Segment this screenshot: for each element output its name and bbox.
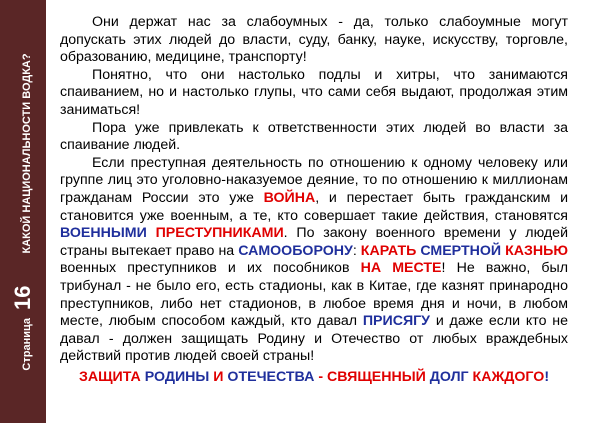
paragraph-4 <box>60 155 568 366</box>
footer-slogan <box>60 369 568 385</box>
text-run: , и перестает быть гражданским и становится уже военным, а те, кто совершает такие действия, становятся <box>60 189 568 224</box>
emphasis-self-defense: САМООБОРОНУ <box>238 242 353 259</box>
article-body <box>60 14 568 366</box>
text-run: Если преступная деятельность по отношению к одному человеку или группе лиц это уголовно-наказуемое деяние, то по отношению к миллионам гражданам России это уже <box>60 154 568 206</box>
slogan-word: СВЯЩЕННЫЙ <box>327 369 426 385</box>
slogan-word: ДОЛГ <box>429 369 469 385</box>
paragraph-3: Пора уже привлекать к ответственности этих людей во власти за спаивание людей. <box>60 119 568 154</box>
page-number: 16 <box>10 285 35 310</box>
slogan-word: РОДИНЫ <box>144 369 210 385</box>
text-run: : <box>352 242 361 259</box>
paragraph-2: Понятно, что они настолько подлы и хитры, что занимаются спаиванием, но и настолько глупы, что сами себя выдают, продолжая этим заниматься! <box>60 66 568 118</box>
emphasis-oath: ПРИСЯГУ <box>362 313 431 330</box>
sidebar <box>0 0 46 423</box>
emphasis-execution: КАЗНЬЮ <box>505 242 568 259</box>
emphasis-punish: КАРАТЬ <box>360 242 417 259</box>
slogan-word: ЗАЩИТА <box>78 369 141 385</box>
emphasis-military: ВОЕННЫМИ <box>60 225 147 242</box>
sidebar-text <box>10 53 36 370</box>
slogan-word: ОТЕЧЕСТВА <box>227 369 315 385</box>
text-run: . По закону военного времени у людей страны вытекает право на <box>60 225 568 259</box>
page-label: Страница <box>21 317 33 371</box>
document-title: КАКОЙ НАЦИОНАЛЬНОСТИ ВОДКА? <box>21 53 33 254</box>
paragraph-1: Они держат нас за слабоумных - да, только слабоумные могут допускать этих людей до власти, суду, банку, науке, искусству, торговле, образованию, медицине, транспорту! <box>60 14 568 66</box>
emphasis-criminals: ПРЕСТУПНИКАМИ <box>155 225 284 242</box>
text-run: военных преступников и их пособников <box>60 260 361 277</box>
slogan-word: ! <box>544 369 550 385</box>
emphasis-war: ВОЙНА <box>263 189 316 206</box>
slogan-word: И <box>213 369 224 385</box>
text-run: и даже если кто не давал - должен защищать Родину и Отечество от любых враждебных действий против людей своей страны! <box>60 313 568 365</box>
emphasis-on-the-spot: НА МЕСТЕ <box>360 260 442 277</box>
slogan-word: - <box>318 369 324 385</box>
slogan-word: КАЖДОГО <box>472 369 545 385</box>
emphasis-death: СМЕРТНОЙ <box>420 242 502 259</box>
text-run <box>147 225 156 241</box>
text-run: ! Не важно, был трибунал - не было его, есть стадионы, как в Китае, где казнят принародно преступников, либо нет стадионов, в любое время дня и ночи, в любом месте, любым способом каждый, кто давал <box>60 260 568 330</box>
